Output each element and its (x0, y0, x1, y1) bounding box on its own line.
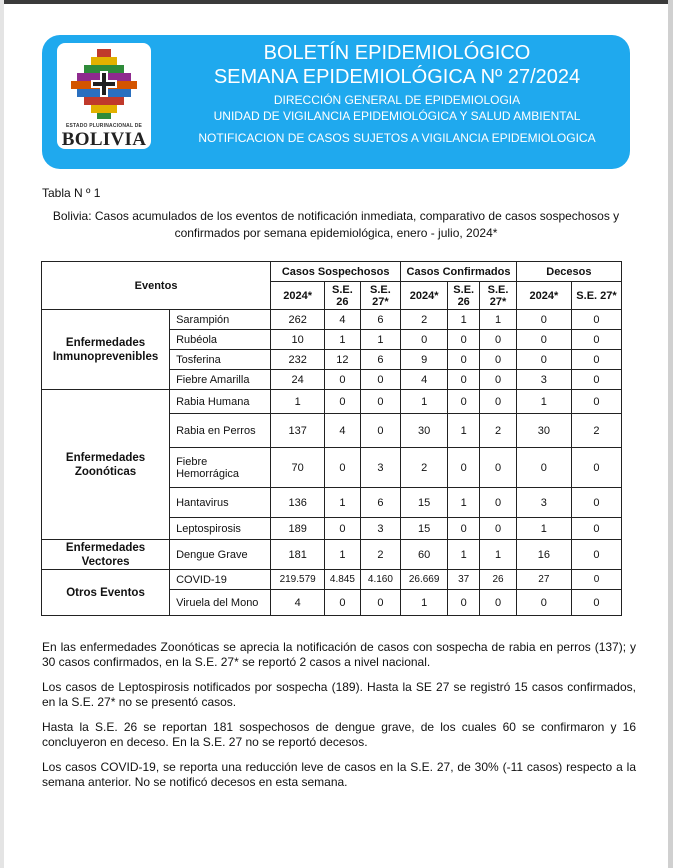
cell-value: 1 (401, 390, 448, 414)
cell-value: 1 (448, 488, 480, 518)
subheader-se27: S.E. 27* (480, 282, 516, 310)
cell-value: 4 (401, 370, 448, 390)
table-row (42, 390, 622, 414)
logo-wordmark: BOLIVIA (61, 129, 147, 150)
cell-value: 4 (271, 590, 325, 616)
cell-value: 232 (271, 350, 325, 370)
cell-value: 0 (571, 570, 621, 590)
cell-value: 0 (325, 390, 360, 414)
cell-value: 4.160 (360, 570, 401, 590)
header-decesos: Decesos (516, 262, 621, 282)
cell-value: 0 (360, 370, 401, 390)
cell-value: 0 (571, 488, 621, 518)
cell-value: 0 (325, 370, 360, 390)
bolivia-logo (57, 43, 151, 149)
cell-value: 1 (448, 540, 480, 570)
cell-value: 0 (448, 370, 480, 390)
bolivia-emblem-icon (71, 49, 137, 119)
cell-value: 30 (401, 414, 448, 448)
cell-value: 2 (480, 414, 516, 448)
cell-value: 60 (401, 540, 448, 570)
cell-value: 0 (480, 488, 516, 518)
cell-value: 0 (480, 518, 516, 540)
cell-value: 136 (271, 488, 325, 518)
cell-value: 30 (516, 414, 571, 448)
cell-value: 1 (325, 330, 360, 350)
cell-value: 37 (448, 570, 480, 590)
cases-table (41, 261, 622, 616)
event-name: Leptospirosis (170, 518, 271, 540)
cell-value: 1 (401, 590, 448, 616)
cell-value: 181 (271, 540, 325, 570)
cell-value: 0 (571, 540, 621, 570)
cell-value: 0 (571, 590, 621, 616)
event-name: Tosferina (170, 350, 271, 370)
cell-value: 27 (516, 570, 571, 590)
cell-value: 0 (516, 590, 571, 616)
cell-value: 2 (401, 310, 448, 330)
cell-value: 0 (571, 350, 621, 370)
event-name: Rabia Humana (170, 390, 271, 414)
event-name: Viruela del Mono (170, 590, 271, 616)
cell-value: 0 (571, 390, 621, 414)
cell-value: 16 (516, 540, 571, 570)
cell-value: 0 (360, 390, 401, 414)
subheader-se27: S.E. 27* (571, 282, 621, 310)
cell-value: 9 (401, 350, 448, 370)
cell-value: 0 (516, 350, 571, 370)
event-name: Sarampión (170, 310, 271, 330)
cell-value: 0 (360, 590, 401, 616)
cell-value: 3 (516, 488, 571, 518)
cell-value: 3 (360, 448, 401, 488)
cell-value: 0 (571, 330, 621, 350)
cell-value: 0 (325, 448, 360, 488)
cell-value: 0 (401, 330, 448, 350)
group-zoonoticas: Enfermedades Zoonóticas (42, 390, 170, 540)
cell-value: 1 (325, 488, 360, 518)
subheader-se26: S.E. 26 (325, 282, 360, 310)
cell-value: 0 (448, 448, 480, 488)
cell-value: 0 (480, 370, 516, 390)
bulletin-title: BOLETÍN EPIDEMIOLÓGICO (263, 42, 531, 64)
paragraph: En las enfermedades Zoonóticas se aprecia la notificación de casos con sospecha de rabia en perros (137); y 30 casos confirmados, en la S.E. 27* se reportó 2 casos a nivel nacional. (42, 640, 636, 669)
cell-value: 0 (325, 518, 360, 540)
cell-value: 1 (516, 518, 571, 540)
cell-value: 0 (480, 330, 516, 350)
event-name: Fiebre Amarilla (170, 370, 271, 390)
table-row (42, 540, 622, 570)
cell-value: 262 (271, 310, 325, 330)
table-number-label: Tabla N º 1 (42, 186, 101, 200)
cell-value: 0 (571, 370, 621, 390)
subheader-se26: S.E. 26 (448, 282, 480, 310)
cell-value: 10 (271, 330, 325, 350)
page-left-border (0, 0, 4, 868)
cell-value: 1 (448, 310, 480, 330)
cell-value: 2 (401, 448, 448, 488)
cell-value: 189 (271, 518, 325, 540)
cell-value: 0 (448, 590, 480, 616)
cell-value: 0 (448, 330, 480, 350)
cell-value: 0 (480, 390, 516, 414)
paragraph: Los casos de Leptospirosis notificados por sospecha (189). Hasta la SE 27 se registró 15 casos confirmados, en la S.E. 27* no se presentó casos. (42, 680, 636, 709)
event-name: Dengue Grave (170, 540, 271, 570)
cell-value: 1 (480, 310, 516, 330)
cell-value: 1 (360, 330, 401, 350)
cell-value: 0 (448, 518, 480, 540)
event-name: Rubéola (170, 330, 271, 350)
cell-value: 1 (448, 414, 480, 448)
directorate-line: DIRECCIÓN GENERAL DE EPIDEMIOLOGIA (273, 93, 521, 107)
bulletin-subtitle: SEMANA EPIDEMIOLÓGICA Nº 27/2024 (213, 66, 581, 88)
cell-value: 0 (325, 590, 360, 616)
cell-value: 1 (516, 390, 571, 414)
cell-value: 4 (325, 310, 360, 330)
cell-value: 0 (480, 448, 516, 488)
cell-value: 1 (480, 540, 516, 570)
paragraph: Hasta la S.E. 26 se reportan 181 sospechosos de dengue grave, de los cuales 60 se confirmaron y 16 concluyeron en deceso. En la S.E. 27 no se reportó decesos. (42, 720, 636, 749)
table-row (42, 310, 622, 330)
group-otros-eventos: Otros Eventos (42, 570, 170, 616)
cell-value: 0 (480, 350, 516, 370)
cell-value: 6 (360, 488, 401, 518)
cell-value: 4.845 (325, 570, 360, 590)
cell-value: 0 (571, 448, 621, 488)
page-scrollbar[interactable] (668, 0, 673, 868)
cell-value: 1 (271, 390, 325, 414)
unit-line: UNIDAD DE VIGILANCIA EPIDEMIOLÓGICA Y SALUD AMBIENTAL (213, 109, 581, 123)
header-sospechosos: Casos Sospechosos (271, 262, 401, 282)
cell-value: 26 (480, 570, 516, 590)
notification-line: NOTIFICACION DE CASOS SUJETOS A VIGILANCIA EPIDEMIOLOGICA (198, 131, 596, 145)
paragraph: Los casos COVID-19, se reporta una reducción leve de casos en la S.E. 27, de 30% (-11 casos) respecto a la semana anterior. No se notificó decesos en esta semana. (42, 760, 636, 789)
cell-value: 15 (401, 518, 448, 540)
cell-value: 1 (325, 540, 360, 570)
cell-value: 0 (448, 390, 480, 414)
subheader-2024: 2024* (401, 282, 448, 310)
cell-value: 2 (360, 540, 401, 570)
cell-value: 70 (271, 448, 325, 488)
cell-value: 4 (325, 414, 360, 448)
cell-value: 24 (271, 370, 325, 390)
cell-value: 0 (448, 350, 480, 370)
cell-value: 15 (401, 488, 448, 518)
cell-value: 3 (360, 518, 401, 540)
cell-value: 0 (480, 590, 516, 616)
table-caption: Bolivia: Casos acumulados de los eventos de notificación inmediata, comparativo de casos sospechosos y confirmados por semana epidemiológica, enero - julio, 2024* (52, 209, 620, 240)
group-inmunoprevenibles: Enfermedades Inmunoprevenibles (42, 310, 170, 390)
header-eventos: Eventos (42, 262, 271, 310)
subheader-2024: 2024* (516, 282, 571, 310)
cell-value: 0 (571, 310, 621, 330)
cell-value: 6 (360, 350, 401, 370)
cell-value: 0 (516, 448, 571, 488)
header-banner (42, 35, 630, 169)
cell-value: 3 (516, 370, 571, 390)
subheader-2024: 2024* (271, 282, 325, 310)
cell-value: 26.669 (401, 570, 448, 590)
cell-value: 6 (360, 310, 401, 330)
header-confirmados: Casos Confirmados (401, 262, 517, 282)
cell-value: 0 (360, 414, 401, 448)
cell-value: 2 (571, 414, 621, 448)
event-name: Hantavirus (170, 488, 271, 518)
cell-value: 0 (516, 310, 571, 330)
cell-value: 12 (325, 350, 360, 370)
cell-value: 137 (271, 414, 325, 448)
page-top-border (0, 0, 673, 4)
table-row (42, 570, 622, 590)
cell-value: 219.579 (271, 570, 325, 590)
event-name: Rabia en Perros (170, 414, 271, 448)
analysis-text (42, 640, 636, 800)
event-name: COVID-19 (170, 570, 271, 590)
event-name: Fiebre Hemorrágica (170, 448, 271, 488)
group-vectores: Enfermedades Vectores (42, 540, 170, 570)
logo-caption: ESTADO PLURINACIONAL DE (65, 123, 143, 129)
subheader-se27: S.E. 27* (360, 282, 401, 310)
cell-value: 0 (516, 330, 571, 350)
cell-value: 0 (571, 518, 621, 540)
